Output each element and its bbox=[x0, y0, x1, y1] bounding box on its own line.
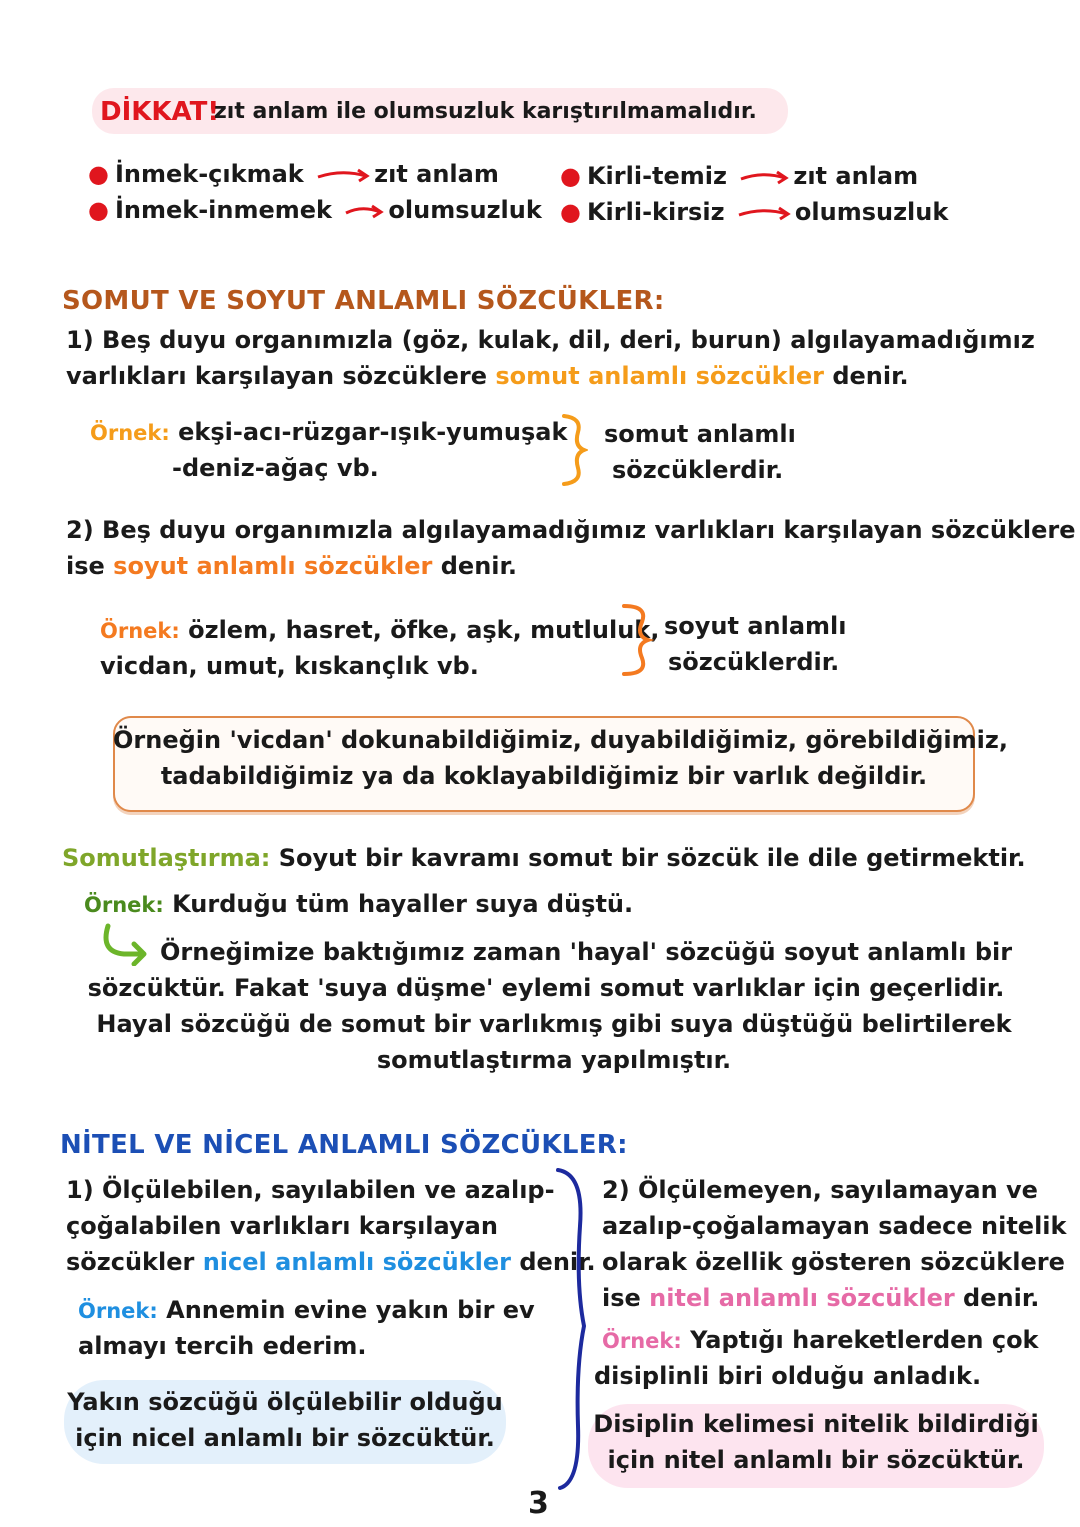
list-item: ● Kirli-temiz zıt anlam bbox=[560, 162, 919, 190]
curly-brace-icon bbox=[558, 412, 588, 488]
example-result: sözcüklerdir. bbox=[612, 456, 784, 484]
explanation-line: Örneğimize baktığımız zaman 'hayal' sözcüğü soyut anlamlı bir bbox=[160, 938, 1013, 966]
explanation-line: somutlaştırma yapılmıştır. bbox=[376, 1046, 732, 1074]
example-line: -deniz-ağaç vb. bbox=[172, 454, 379, 482]
example-result: soyut anlamlı bbox=[664, 612, 847, 640]
list-item: ● Kirli-kirsiz olumsuzluk bbox=[560, 198, 949, 226]
arrow-right-icon bbox=[737, 205, 791, 221]
paragraph-line: çoğalabilen varlıkları karşılayan bbox=[66, 1212, 498, 1240]
definition-line: Somutlaştırma: Soyut bir kavramı somut bir sözcük ile dile getirmektir. bbox=[62, 844, 1026, 872]
paragraph-line: sözcükler nicel anlamlı sözcükler denir. bbox=[66, 1248, 596, 1276]
bullet-icon: ● bbox=[88, 196, 109, 224]
page-number: 3 bbox=[528, 1486, 549, 1521]
paragraph-line: 1) Beş duyu organımızla (göz, kulak, dil, deri, burun) algılayamadığımız bbox=[66, 326, 1035, 354]
bullet-icon: ● bbox=[560, 198, 581, 226]
dikkat-label: DİKKAT! bbox=[100, 97, 220, 127]
dikkat-text: zıt anlam ile olumsuzluk karıştırılmamalıdır. bbox=[214, 99, 757, 124]
term-nitel: nitel anlamlı sözcükler bbox=[649, 1284, 955, 1312]
term-somut: somut anlamlı sözcükler bbox=[495, 362, 824, 390]
list-item: ● İnmek-inmemek olumsuzluk bbox=[88, 196, 542, 224]
explanation-line: sözcüktür. Fakat 'suya düşme' eylemi somut varlıklar için geçerlidir. bbox=[87, 974, 1005, 1002]
curly-brace-icon bbox=[618, 600, 654, 680]
example-label: Örnek: bbox=[90, 421, 170, 445]
term-soyut: soyut anlamlı sözcükler bbox=[113, 552, 433, 580]
example-line: Örnek: özlem, hasret, öfke, aşk, mutluluk, bbox=[100, 616, 660, 644]
example-line: Örnek: ekşi-acı-rüzgar-ışık-yumuşak bbox=[90, 418, 568, 446]
somutlastirma-label: Somutlaştırma: bbox=[62, 844, 271, 872]
arrow-right-icon bbox=[316, 167, 370, 183]
nicel-info-text: Yakın sözcüğü ölçülebilir olduğu için nicel anlamlı bir sözcüktür. bbox=[67, 1388, 503, 1452]
paragraph-line: azalıp-çoğalamayan sadece nitelik bbox=[602, 1212, 1067, 1240]
explanation-line: Hayal sözcüğü de somut bir varlıkmış gibi suya düştüğü belirtilerek bbox=[96, 1010, 1012, 1038]
example-result: sözcüklerdir. bbox=[668, 648, 840, 676]
example-line: Örnek: Yaptığı hareketlerden çok bbox=[602, 1326, 1039, 1354]
example-line: Örnek: Kurduğu tüm hayaller suya düştü. bbox=[84, 890, 634, 918]
example-line: almayı tercih ederim. bbox=[78, 1332, 367, 1360]
paragraph-line: varlıkları karşılayan sözcüklere somut anlamlı sözcükler denir. bbox=[66, 362, 909, 390]
nitel-info-text: Disiplin kelimesi nitelik bildirdiği için nitel anlamlı bir sözcüktür. bbox=[593, 1410, 1039, 1474]
paragraph-line: 2) Ölçülemeyen, sayılamayan ve bbox=[602, 1176, 1038, 1204]
example-label: Örnek: bbox=[78, 1299, 158, 1323]
note-text: Örneğin 'vicdan' dokunabildiğimiz, duyabildiğimiz, görebildiğimiz, tadabildiğimiz ya da koklayabildiğimiz bir varlık değildir. bbox=[113, 726, 1008, 790]
example-label: Örnek: bbox=[100, 619, 180, 643]
section-heading-nitel: NİTEL VE NİCEL ANLAMLI SÖZCÜKLER: bbox=[60, 1130, 628, 1160]
example-label: Örnek: bbox=[84, 893, 164, 917]
arrow-right-icon bbox=[344, 203, 384, 219]
list-item: ● İnmek-çıkmak zıt anlam bbox=[88, 160, 499, 188]
bullet-icon: ● bbox=[560, 162, 581, 190]
example-label: Örnek: bbox=[602, 1329, 682, 1353]
example-result: somut anlamlı bbox=[604, 420, 796, 448]
section-heading-somut: SOMUT VE SOYUT ANLAMLI SÖZCÜKLER: bbox=[62, 286, 665, 316]
example-line: Örnek: Annemin evine yakın bir ev bbox=[78, 1296, 535, 1324]
curved-arrow-icon bbox=[98, 922, 150, 966]
example-line: disiplinli biri olduğu anladık. bbox=[594, 1362, 982, 1390]
paragraph-line: 1) Ölçülebilen, sayılabilen ve azalıp- bbox=[66, 1176, 555, 1204]
example-line: vicdan, umut, kıskançlık vb. bbox=[100, 652, 479, 680]
term-nicel: nicel anlamlı sözcükler bbox=[202, 1248, 511, 1276]
arrow-right-icon bbox=[739, 169, 789, 185]
paragraph-line: ise nitel anlamlı sözcükler denir. bbox=[602, 1284, 1040, 1312]
curly-brace-icon bbox=[548, 1166, 592, 1492]
paragraph-line: olarak özellik gösteren sözcüklere bbox=[602, 1248, 1065, 1276]
paragraph-line: 2) Beş duyu organımızla algılayamadığımız varlıkları karşılayan sözcüklere bbox=[66, 516, 1076, 544]
paragraph-line: ise soyut anlamlı sözcükler denir. bbox=[66, 552, 518, 580]
bullet-icon: ● bbox=[88, 160, 109, 188]
